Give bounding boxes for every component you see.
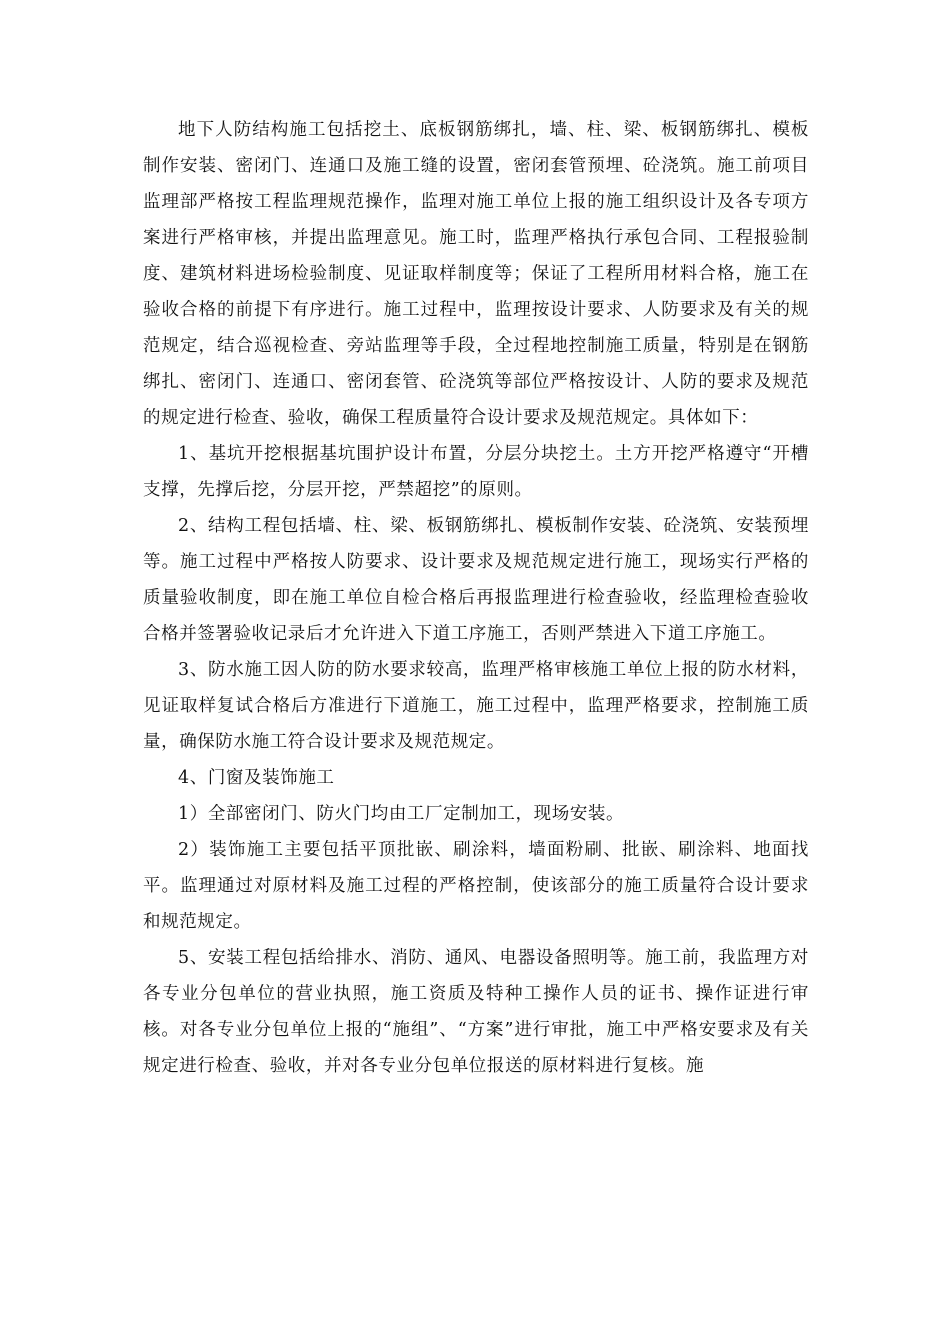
paragraph-item-4-2: 2）装饰施工主要包括平顶批嵌、刷涂料，墙面粉刷、批嵌、刷涂料、地面找平。监理通过对原材料及施工过程的严格控制，使该部分的施工质量符合设计要求和规范规定。 bbox=[143, 840, 809, 932]
paragraph-item-1: 1、基坑开挖根据基坑围护设计布置，分层分块挖土。土方开挖严格遵守“开槽支撑，先撑后挖，分层开挖，严禁超挖”的原则。 bbox=[143, 444, 809, 500]
paragraph-item-4-1: 1）全部密闭门、防火门均由工厂定制加工，现场安装。 bbox=[178, 804, 625, 824]
paragraph-item-3: 3、防水施工因人防的防水要求较高，监理严格审核施工单位上报的防水材料，见证取样复试合格后方准进行下道施工，施工过程中，监理严格要求，控制施工质量，确保防水施工符合设计要求及规范规定。 bbox=[143, 660, 809, 752]
paragraph-item-5: 5、安装工程包括给排水、消防、通风、电器设备照明等。施工前，我监理方对各专业分包单位的营业执照，施工资质及特种工操作人员的证书、操作证进行审核。对各专业分包单位上报的“施组”、“方案”进行审批，施工中严格安要求及有关规定进行检查、验收，并对各专业分包单位报送的原材料进行复核。施 bbox=[143, 948, 809, 1076]
paragraph-item-2: 2、结构工程包括墙、柱、梁、板钢筋绑扎、模板制作安装、砼浇筑、安装预埋等。施工过程中严格按人防要求、设计要求及规范规定进行施工，现场实行严格的质量验收制度，即在施工单位自检合格后再报监理进行检查验收，经监理检查验收合格并签署验收记录后才允许进入下道工序施工，否则严禁进入下道工序施工。 bbox=[143, 516, 809, 644]
paragraph-item-4-heading: 4、门窗及装饰施工 bbox=[178, 768, 335, 788]
document-body bbox=[143, 112, 809, 1084]
paragraph-intro: 地下人防结构施工包括挖土、底板钢筋绑扎，墙、柱、梁、板钢筋绑扎、模板制作安装、密闭门、连通口及施工缝的设置，密闭套管预埋、砼浇筑。施工前项目监理部严格按工程监理规范操作，监理对施工单位上报的施工组织设计及各专项方案进行严格审核，并提出监理意见。施工时，监理严格执行承包合同、工程报验制度、建筑材料进场检验制度、见证取样制度等；保证了工程所用材料合格，施工在验收合格的前提下有序进行。施工过程中，监理按设计要求、人防要求及有关的规范规定，结合巡视检查、旁站监理等手段，全过程地控制施工质量，特别是在钢筋绑扎、密闭门、连通口、密闭套管、砼浇筑等部位严格按设计、人防的要求及规范的规定进行检查、验收，确保工程质量符合设计要求及规范规定。具体如下： bbox=[143, 120, 809, 428]
